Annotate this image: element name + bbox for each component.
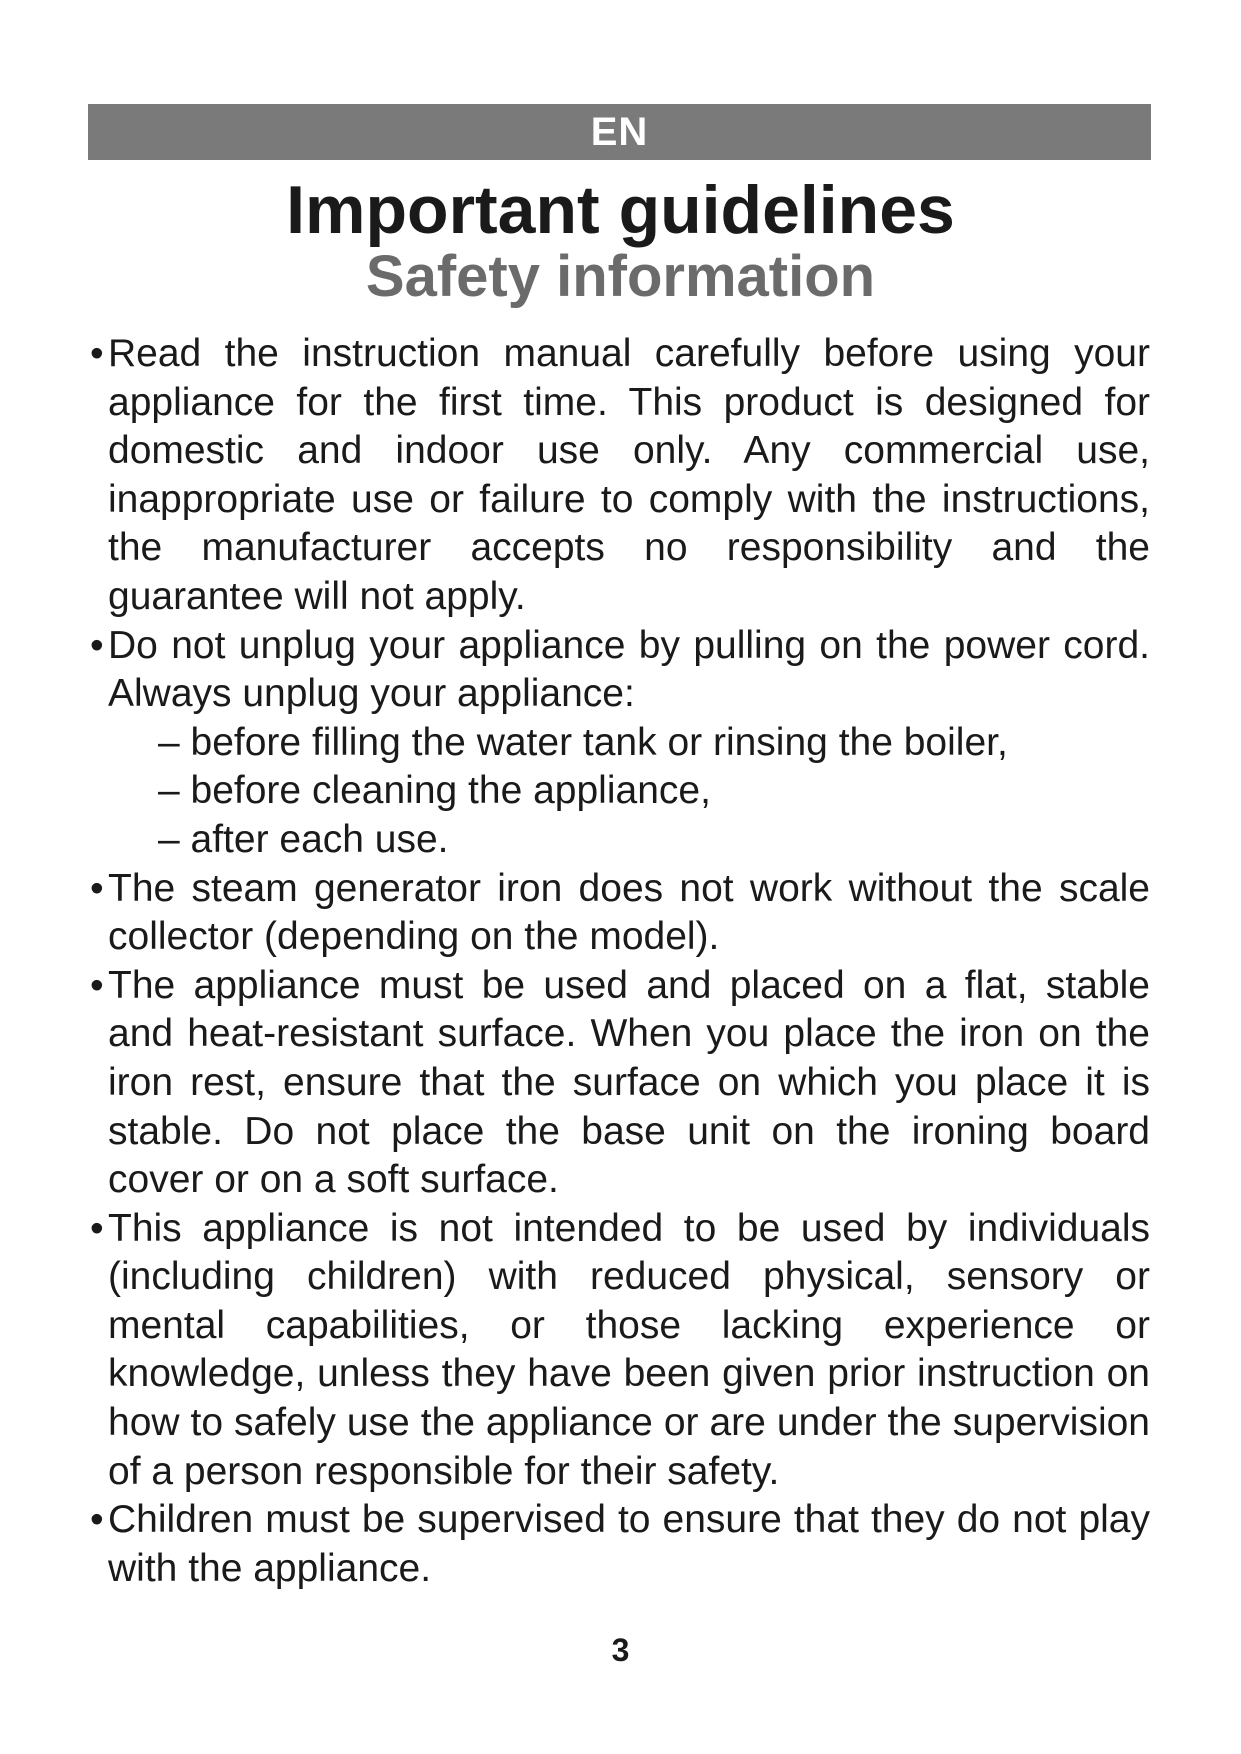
bullet-text: The appliance must be used and placed on a flat, stable and heat-resistant surface. When you place the iron on the iron rest, ensure that the surface on which you place it is stable. Do not place the base unit on the ironing board cover or on a soft surface. (108, 963, 1150, 1202)
page-number: 3 (611, 1632, 630, 1668)
bullet-text: The steam generator iron does not work without the scale collector (depending on the model). (108, 866, 1150, 959)
bullet-symbol: • (90, 1206, 104, 1250)
bullet-symbol: • (90, 1498, 104, 1542)
language-label: EN (590, 109, 649, 154)
page-title: Important guidelines (286, 172, 955, 248)
bullet-item-manual (90, 330, 1150, 622)
page-subtitle: Safety information (365, 244, 876, 309)
bullet-symbol: • (90, 332, 104, 375)
bullet-item-scale-collector (90, 865, 1150, 962)
language-bar (88, 104, 1151, 160)
sub-item: – before cleaning the appliance, (158, 769, 711, 813)
bullet-item-unplug (90, 622, 1150, 865)
bullet-text: Children must be supervised to ensure that they do not play with the appliance. (108, 1498, 1150, 1590)
bullet-symbol: • (90, 963, 104, 1007)
safety-list (90, 330, 1150, 1593)
bullet-item-individuals (90, 1205, 1150, 1497)
bullet-item-children (90, 1496, 1150, 1593)
bullet-symbol: • (90, 866, 104, 910)
bullet-text: This appliance is not intended to be used by individuals (including children) with reduced physical, sensory or mental capabilities, or those lacking experience or knowledge, unless they have been given prior instruction on how to safely use the appliance or are under the supervision of a person responsible for their safety. (108, 1206, 1150, 1493)
sub-item: – after each use. (158, 817, 449, 861)
bullet-text: Do not unplug your appliance by pulling on the power cord. Always unplug your appliance: (108, 623, 1150, 716)
sub-item: – before filling the water tank or rinsing the boiler, (158, 720, 1008, 764)
bullet-text: Read the instruction manual carefully before using your appliance for the first time. This product is designed for domestic and indoor use only. Any commercial use, inappropriate use or failure to comply with the instructions, the manufacturer accepts no responsibility and the guarantee will not apply. (108, 332, 1150, 618)
bullet-symbol: • (90, 623, 104, 667)
bullet-item-surface (90, 962, 1150, 1205)
